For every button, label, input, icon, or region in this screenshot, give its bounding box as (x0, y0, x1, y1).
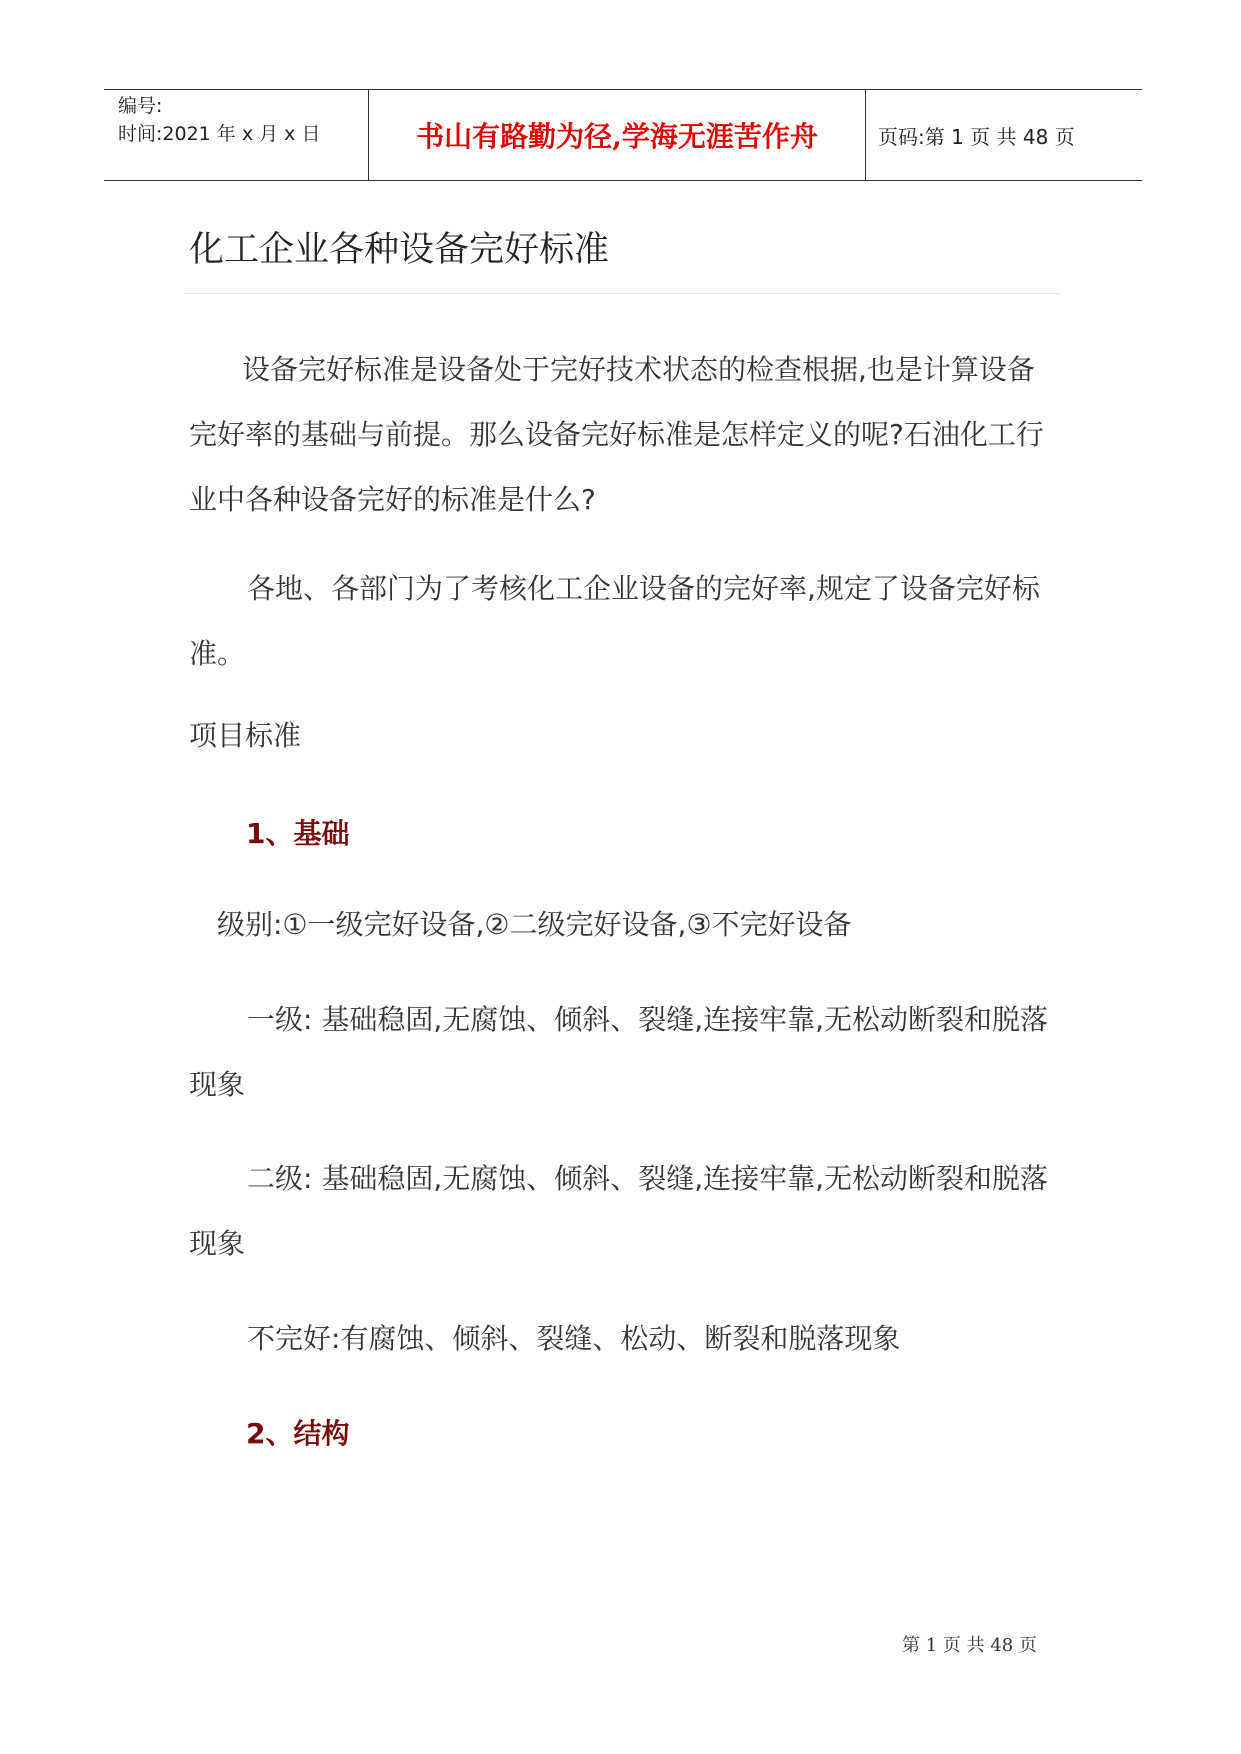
not-good-standard: 不完好:有腐蚀、倾斜、裂缝、松动、断裂和脱落现象 (247, 1322, 901, 1355)
intro-paragraph: 设备完好标准是设备处于完好技术状态的检查根据,也是计算设备完好率的基础与前提。那么设备完好标准是怎样定义的呢?石油化工行业中各种设备完好的标准是什么? (189, 353, 1044, 516)
title-divider (185, 293, 1060, 294)
levels-line: 级别:①一级完好设备,②二级完好设备,③不完好设备 (217, 908, 852, 941)
page-footer: 第 1 页 共 48 页 (902, 1635, 1037, 1656)
level-1-standard: 一级: 基础稳固,无腐蚀、倾斜、裂缝,连接牢靠,无松动断裂和脱落现象 (189, 1003, 1049, 1101)
document-title: 化工企业各种设备完好标准 (189, 230, 610, 270)
section-heading-foundation: 1、基础 (246, 817, 350, 850)
header-date-line: 时间:2021 年 x 月 x 日 (118, 123, 321, 145)
header-page-info: 页码:第 1 页 共 48 页 (878, 124, 1075, 149)
document-header-table (104, 89, 1142, 181)
paragraph-2: 各地、各部门为了考核化工企业设备的完好率,规定了设备完好标准。 (189, 572, 1040, 670)
header-motto: 书山有路勤为径,学海无涯苦作舟 (369, 90, 866, 180)
header-number-label: 编号: (118, 95, 163, 117)
level-2-standard: 二级: 基础稳固,无腐蚀、倾斜、裂缝,连接牢靠,无松动断裂和脱落现象 (189, 1162, 1049, 1260)
section-heading-structure: 2、结构 (246, 1417, 350, 1450)
header-meta-cell (104, 90, 369, 180)
project-label: 项目标准 (189, 719, 302, 752)
